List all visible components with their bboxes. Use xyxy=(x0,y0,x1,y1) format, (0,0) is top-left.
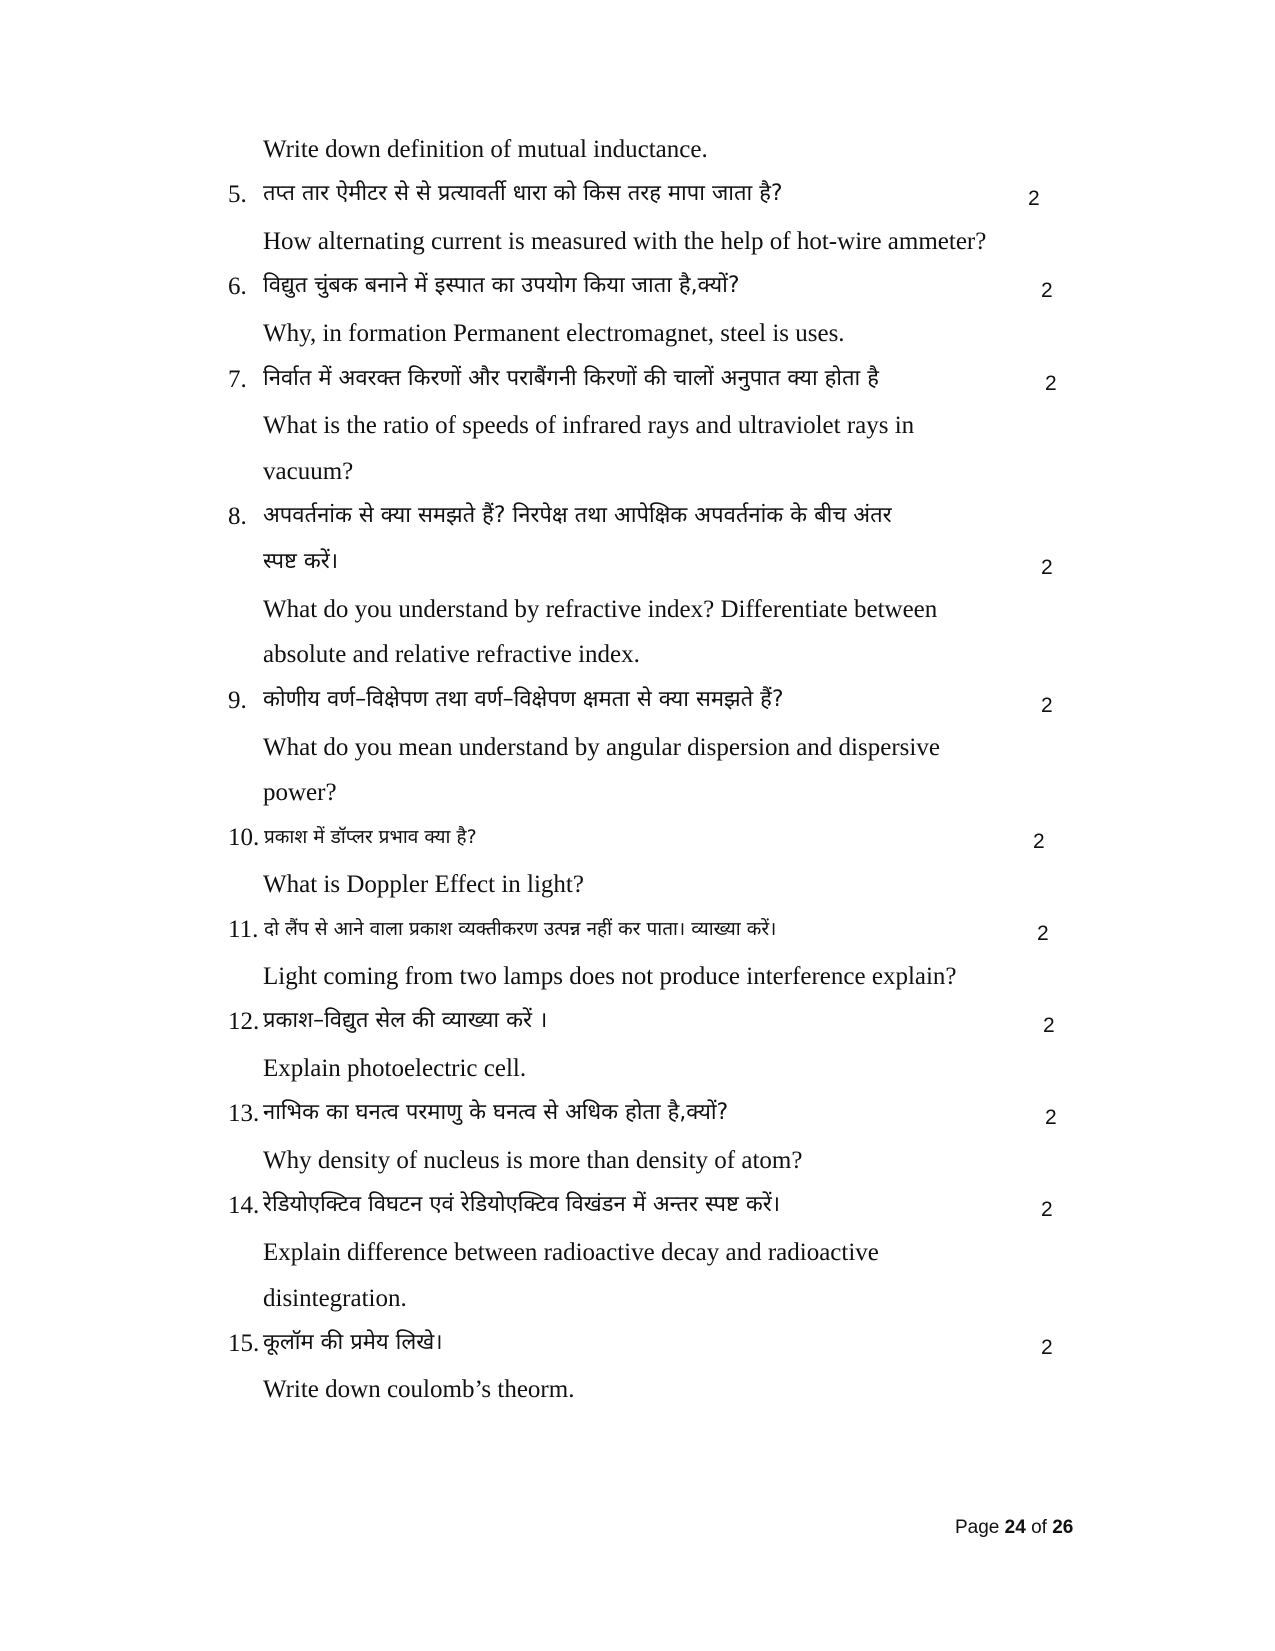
question-7-hindi: निर्वात में अवरक्त किरणों और पराबैंगनी किरणों की चालों अनुपात क्या होता है xyxy=(263,366,879,391)
question-12-hindi: प्रकाश–विद्युत सेल की व्याख्या करें । xyxy=(263,1008,548,1033)
question-11-marks: 2 xyxy=(1037,922,1049,945)
question-10-english: What is Doppler Effect in light? xyxy=(263,871,584,898)
question-11-hindi: दो लैंप से आने वाला प्रकाश व्यक्तीकरण उत्पन्न नहीं कर पाता। व्याख्या करें। xyxy=(264,918,777,940)
question-14-number: 14. xyxy=(228,1192,260,1219)
footer-page-word: Page xyxy=(955,1517,1000,1538)
question-10-number: 10. xyxy=(228,824,260,851)
question-9-hindi: कोणीय वर्ण–विक्षेपण तथा वर्ण–विक्षेपण क्षमता से क्या समझते हैं? xyxy=(263,687,784,712)
footer-current-page: 24 xyxy=(1004,1517,1026,1538)
question-14-english-line2: disintegration. xyxy=(263,1285,407,1312)
question-9-english-line2: power? xyxy=(263,779,337,806)
question-5-marks: 2 xyxy=(1028,187,1040,210)
question-6-number: 6. xyxy=(228,273,247,300)
question-15-english: Write down coulomb’s theorm. xyxy=(263,1376,575,1403)
question-5-number: 5. xyxy=(228,181,247,208)
question-8-marks: 2 xyxy=(1041,556,1053,579)
question-4-english: Write down definition of mutual inductance. xyxy=(263,136,708,163)
question-14-english-line1: Explain difference between radioactive decay and radioactive xyxy=(263,1239,879,1266)
question-6-english: Why, in formation Permanent electromagnet, steel is uses. xyxy=(263,320,845,347)
question-7-english-line1: What is the ratio of speeds of infrared rays and ultraviolet rays in xyxy=(263,412,915,439)
question-10-marks: 2 xyxy=(1033,830,1045,853)
question-6-marks: 2 xyxy=(1041,279,1053,302)
question-14-hindi: रेडियोएक्टिव विघटन एवं रेडियोएक्टिव विखंडन में अन्तर स्पष्ट करें। xyxy=(263,1192,781,1217)
question-5-hindi: तप्त तार ऐमीटर से से प्रत्यावर्ती धारा को किस तरह मापा जाता है? xyxy=(263,181,783,206)
question-8-number: 8. xyxy=(228,503,247,530)
question-7-marks: 2 xyxy=(1045,372,1057,395)
question-7-english-line2: vacuum? xyxy=(263,458,354,485)
question-12-english: Explain photoelectric cell. xyxy=(263,1055,527,1082)
page-number-footer xyxy=(955,1517,1073,1539)
question-15-hindi: कूलॉम की प्रमेय लिखे। xyxy=(263,1330,443,1355)
question-14-marks: 2 xyxy=(1041,1198,1053,1221)
question-8-english-line1: What do you understand by refractive index? Differentiate between xyxy=(263,596,938,623)
question-10-hindi: प्रकाश में डॉप्लर प्रभाव क्या है? xyxy=(264,826,477,848)
footer-of-word: of xyxy=(1031,1517,1047,1538)
question-9-marks: 2 xyxy=(1041,694,1053,717)
question-13-english: Why density of nucleus is more than density of atom? xyxy=(263,1147,803,1174)
question-15-number: 15. xyxy=(228,1330,260,1357)
question-8-hindi-line2: स्पष्ट करें। xyxy=(263,549,339,574)
question-9-english-line1: What do you mean understand by angular dispersion and dispersive xyxy=(263,734,940,761)
question-8-hindi-line1: अपवर्तनांक से क्या समझते हैं? निरपेक्ष तथा आपेक्षिक अपवर्तनांक के बीच अंतर xyxy=(263,503,892,528)
question-7-number: 7. xyxy=(228,366,247,393)
question-12-number: 12. xyxy=(228,1008,260,1035)
question-9-number: 9. xyxy=(228,687,247,714)
question-11-number: 11. xyxy=(228,916,259,943)
footer-total-pages: 26 xyxy=(1052,1517,1074,1538)
question-15-marks: 2 xyxy=(1041,1336,1053,1359)
question-12-marks: 2 xyxy=(1043,1014,1055,1037)
question-13-number: 13. xyxy=(228,1100,260,1127)
question-13-marks: 2 xyxy=(1045,1106,1057,1129)
question-13-hindi: नाभिक का घनत्व परमाणु के घनत्व से अधिक होता है,क्यों? xyxy=(263,1100,729,1125)
question-8-english-line2: absolute and relative refractive index. xyxy=(263,641,640,668)
question-11-english: Light coming from two lamps does not produce interference explain? xyxy=(263,963,957,990)
question-5-english: How alternating current is measured with the help of hot-wire ammeter? xyxy=(263,228,987,255)
question-6-hindi: विद्युत चुंबक बनाने में इस्पात का उपयोग किया जाता है,क्यों? xyxy=(263,273,740,298)
